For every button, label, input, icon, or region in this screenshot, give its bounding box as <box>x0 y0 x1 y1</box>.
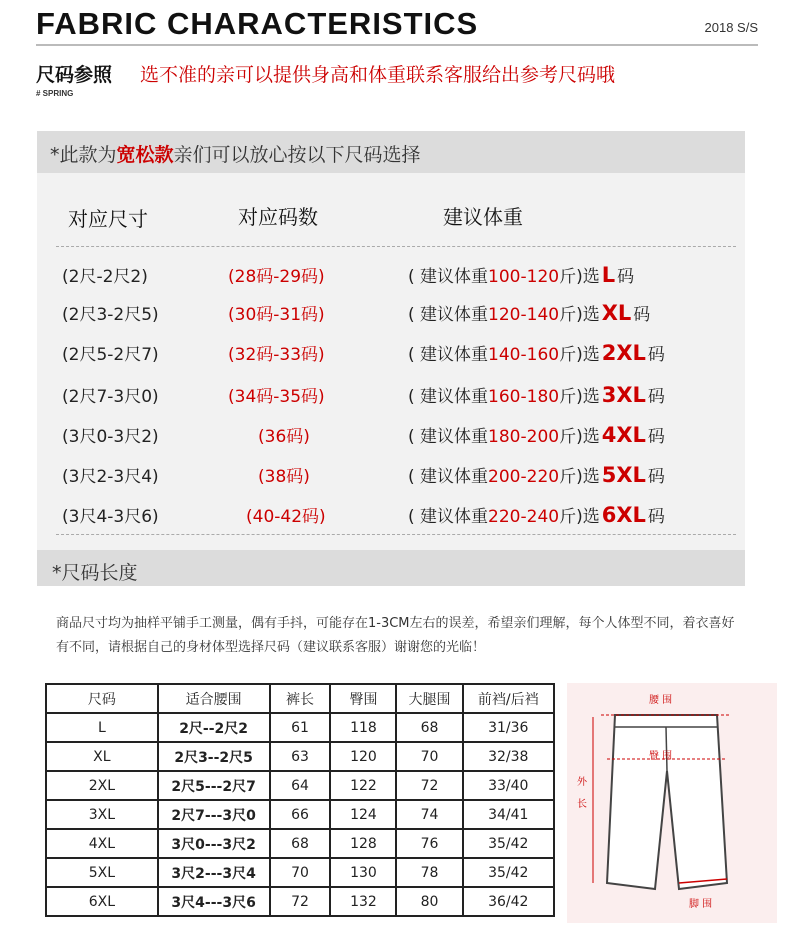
table-cell: 72 <box>270 887 331 916</box>
row-weight-prefix: ( 建议体重 <box>408 467 489 487</box>
table-cell: 118 <box>330 713 396 742</box>
table-cell: 132 <box>330 887 396 916</box>
table-cell: 78 <box>396 858 462 887</box>
table-cell: XL <box>46 742 158 771</box>
table-cell: 6XL <box>46 887 158 916</box>
table-cell: 70 <box>270 858 331 887</box>
table-header-cell: 尺码 <box>46 684 158 713</box>
row-weight-unit: 码 <box>647 507 665 527</box>
row-pick-size: 3XL <box>601 383 646 407</box>
row-code: (38码) <box>258 467 310 487</box>
table-cell: 4XL <box>46 829 158 858</box>
table-header-cell: 臀围 <box>330 684 396 713</box>
table-cell: 5XL <box>46 858 158 887</box>
row-weight <box>408 340 665 365</box>
divider-dashed <box>56 246 736 247</box>
table-cell: 2XL <box>46 771 158 800</box>
table-cell: 36/42 <box>463 887 554 916</box>
row-code: (36码) <box>258 427 310 447</box>
row-weight-prefix: ( 建议体重 <box>408 267 489 287</box>
row-size: (3尺4-3尺6) <box>62 507 159 527</box>
table-cell: 124 <box>330 800 396 829</box>
table-header-cell: 适合腰围 <box>158 684 270 713</box>
shorts-icon <box>567 683 777 923</box>
row-weight-suffix: 斤)选 <box>559 387 600 407</box>
diagram-outer-length-a: 外 <box>577 777 587 788</box>
table-cell: 64 <box>270 771 331 800</box>
table-cell: 3XL <box>46 800 158 829</box>
row-weight-prefix: ( 建议体重 <box>408 427 489 447</box>
row-code: (28码-29码) <box>228 267 325 287</box>
table-cell: 3尺4---3尺6 <box>158 887 270 916</box>
row-size: (2尺-2尺2) <box>62 267 148 287</box>
row-pick-size: XL <box>601 301 632 325</box>
row-size: (2尺7-3尺0) <box>62 387 159 407</box>
size-reference-note: 选不准的亲可以提供身高和体重联系客服给出参考尺码哦 <box>140 64 616 86</box>
table-cell: 68 <box>270 829 331 858</box>
loose-fit-note <box>50 140 421 167</box>
header-divider <box>36 44 758 46</box>
table-row <box>46 829 554 858</box>
table-row <box>46 800 554 829</box>
table-cell: 72 <box>396 771 462 800</box>
row-pick-size: 4XL <box>601 423 646 447</box>
row-weight <box>408 422 665 447</box>
row-weight-prefix: ( 建议体重 <box>408 507 489 527</box>
row-weight-unit: 码 <box>647 345 665 365</box>
column-header-weight: 建议体重 <box>443 205 523 229</box>
row-weight-suffix: 斤)选 <box>559 345 600 365</box>
row-weight-range: 220-240 <box>488 507 560 527</box>
table-header-cell: 前裆/后裆 <box>463 684 554 713</box>
table-cell: 34/41 <box>463 800 554 829</box>
row-weight-suffix: 斤)选 <box>559 507 600 527</box>
row-weight <box>408 300 650 325</box>
table-cell: 35/42 <box>463 829 554 858</box>
table-header-cell: 裤长 <box>270 684 331 713</box>
row-weight-prefix: ( 建议体重 <box>408 387 489 407</box>
table-cell: 3尺2---3尺4 <box>158 858 270 887</box>
row-weight-unit: 码 <box>647 387 665 407</box>
row-weight-unit: 码 <box>647 467 665 487</box>
row-weight-range: 140-160 <box>488 345 560 365</box>
row-weight <box>408 462 665 487</box>
measurement-table <box>45 683 555 917</box>
divider-dashed <box>56 534 736 535</box>
row-weight <box>408 502 665 527</box>
diagram-waist: 腰 围 <box>649 695 673 706</box>
table-row <box>46 713 554 742</box>
row-weight-unit: 码 <box>633 305 651 325</box>
table-cell: 76 <box>396 829 462 858</box>
page-title: FABRIC CHARACTERISTICS <box>36 6 479 41</box>
table-row <box>46 742 554 771</box>
row-size: (3尺0-3尺2) <box>62 427 159 447</box>
table-cell: 2尺5---2尺7 <box>158 771 270 800</box>
table-cell: 32/38 <box>463 742 554 771</box>
table-header-row <box>46 684 554 713</box>
table-cell: 3尺0---3尺2 <box>158 829 270 858</box>
table-cell: 74 <box>396 800 462 829</box>
row-code: (34码-35码) <box>228 387 325 407</box>
table-cell: 31/36 <box>463 713 554 742</box>
table-header-cell: 大腿围 <box>396 684 462 713</box>
table-cell: 128 <box>330 829 396 858</box>
table-cell: 120 <box>330 742 396 771</box>
table-cell: L <box>46 713 158 742</box>
row-weight-range: 200-220 <box>488 467 560 487</box>
row-weight-suffix: 斤)选 <box>559 467 600 487</box>
row-pick-size: L <box>601 263 616 287</box>
table-cell: 122 <box>330 771 396 800</box>
shorts-diagram <box>567 683 777 923</box>
spring-tag: # SPRING <box>36 89 74 98</box>
row-weight-suffix: 斤)选 <box>559 305 600 325</box>
row-weight-suffix: 斤)选 <box>559 427 600 447</box>
table-row <box>46 887 554 916</box>
table-cell: 80 <box>396 887 462 916</box>
table-cell: 68 <box>396 713 462 742</box>
table-row <box>46 858 554 887</box>
row-weight-suffix: 斤)选 <box>559 267 600 287</box>
row-weight-range: 160-180 <box>488 387 560 407</box>
row-pick-size: 2XL <box>601 341 646 365</box>
row-weight-prefix: ( 建议体重 <box>408 305 489 325</box>
column-header-size: 对应尺寸 <box>68 207 148 231</box>
row-weight-unit: 码 <box>617 267 635 287</box>
row-weight-unit: 码 <box>647 427 665 447</box>
table-row <box>46 771 554 800</box>
length-label: *尺码长度 <box>52 562 138 584</box>
season-label: 2018 S/S <box>704 20 758 35</box>
table-cell: 2尺3--2尺5 <box>158 742 270 771</box>
diagram-hem: 脚 围 <box>689 899 713 910</box>
table-cell: 35/42 <box>463 858 554 887</box>
row-code: (30码-31码) <box>228 305 325 325</box>
row-weight-range: 100-120 <box>488 267 560 287</box>
table-cell: 61 <box>270 713 331 742</box>
measurement-disclaimer: 商品尺寸均为抽样平铺手工测量，偶有手抖，可能存在1-3CM左右的误差，希望亲们理解，每个人体型不同，着衣喜好有不同，请根据自己的身材体型选择尺码（建议联系客服）谢谢您的光临！ <box>56 616 735 655</box>
row-size: (2尺5-2尺7) <box>62 345 159 365</box>
loose-highlight: 宽松款 <box>116 144 174 166</box>
row-code: (32码-33码) <box>228 345 325 365</box>
row-weight-range: 120-140 <box>488 305 560 325</box>
row-weight <box>408 382 665 407</box>
loose-suffix: 亲们可以放心按以下尺码选择 <box>173 144 421 166</box>
row-size: (2尺3-2尺5) <box>62 305 159 325</box>
table-cell: 66 <box>270 800 331 829</box>
table-cell: 33/40 <box>463 771 554 800</box>
row-weight-prefix: ( 建议体重 <box>408 345 489 365</box>
column-header-code: 对应码数 <box>238 205 318 229</box>
table-cell: 70 <box>396 742 462 771</box>
row-pick-size: 5XL <box>601 463 646 487</box>
table-cell: 2尺--2尺2 <box>158 713 270 742</box>
table-cell: 2尺7---3尺0 <box>158 800 270 829</box>
row-size: (3尺2-3尺4) <box>62 467 159 487</box>
row-weight <box>408 262 634 287</box>
diagram-outer-length-b: 长 <box>577 799 587 810</box>
row-weight-range: 180-200 <box>488 427 560 447</box>
size-reference-label: 尺码参照 <box>36 64 113 86</box>
loose-prefix: *此款为 <box>50 144 117 166</box>
row-code: (40-42码) <box>246 507 326 527</box>
diagram-hip: 臀 围 <box>649 751 673 762</box>
length-band <box>37 550 745 586</box>
table-cell: 63 <box>270 742 331 771</box>
row-pick-size: 6XL <box>601 503 646 527</box>
table-cell: 130 <box>330 858 396 887</box>
